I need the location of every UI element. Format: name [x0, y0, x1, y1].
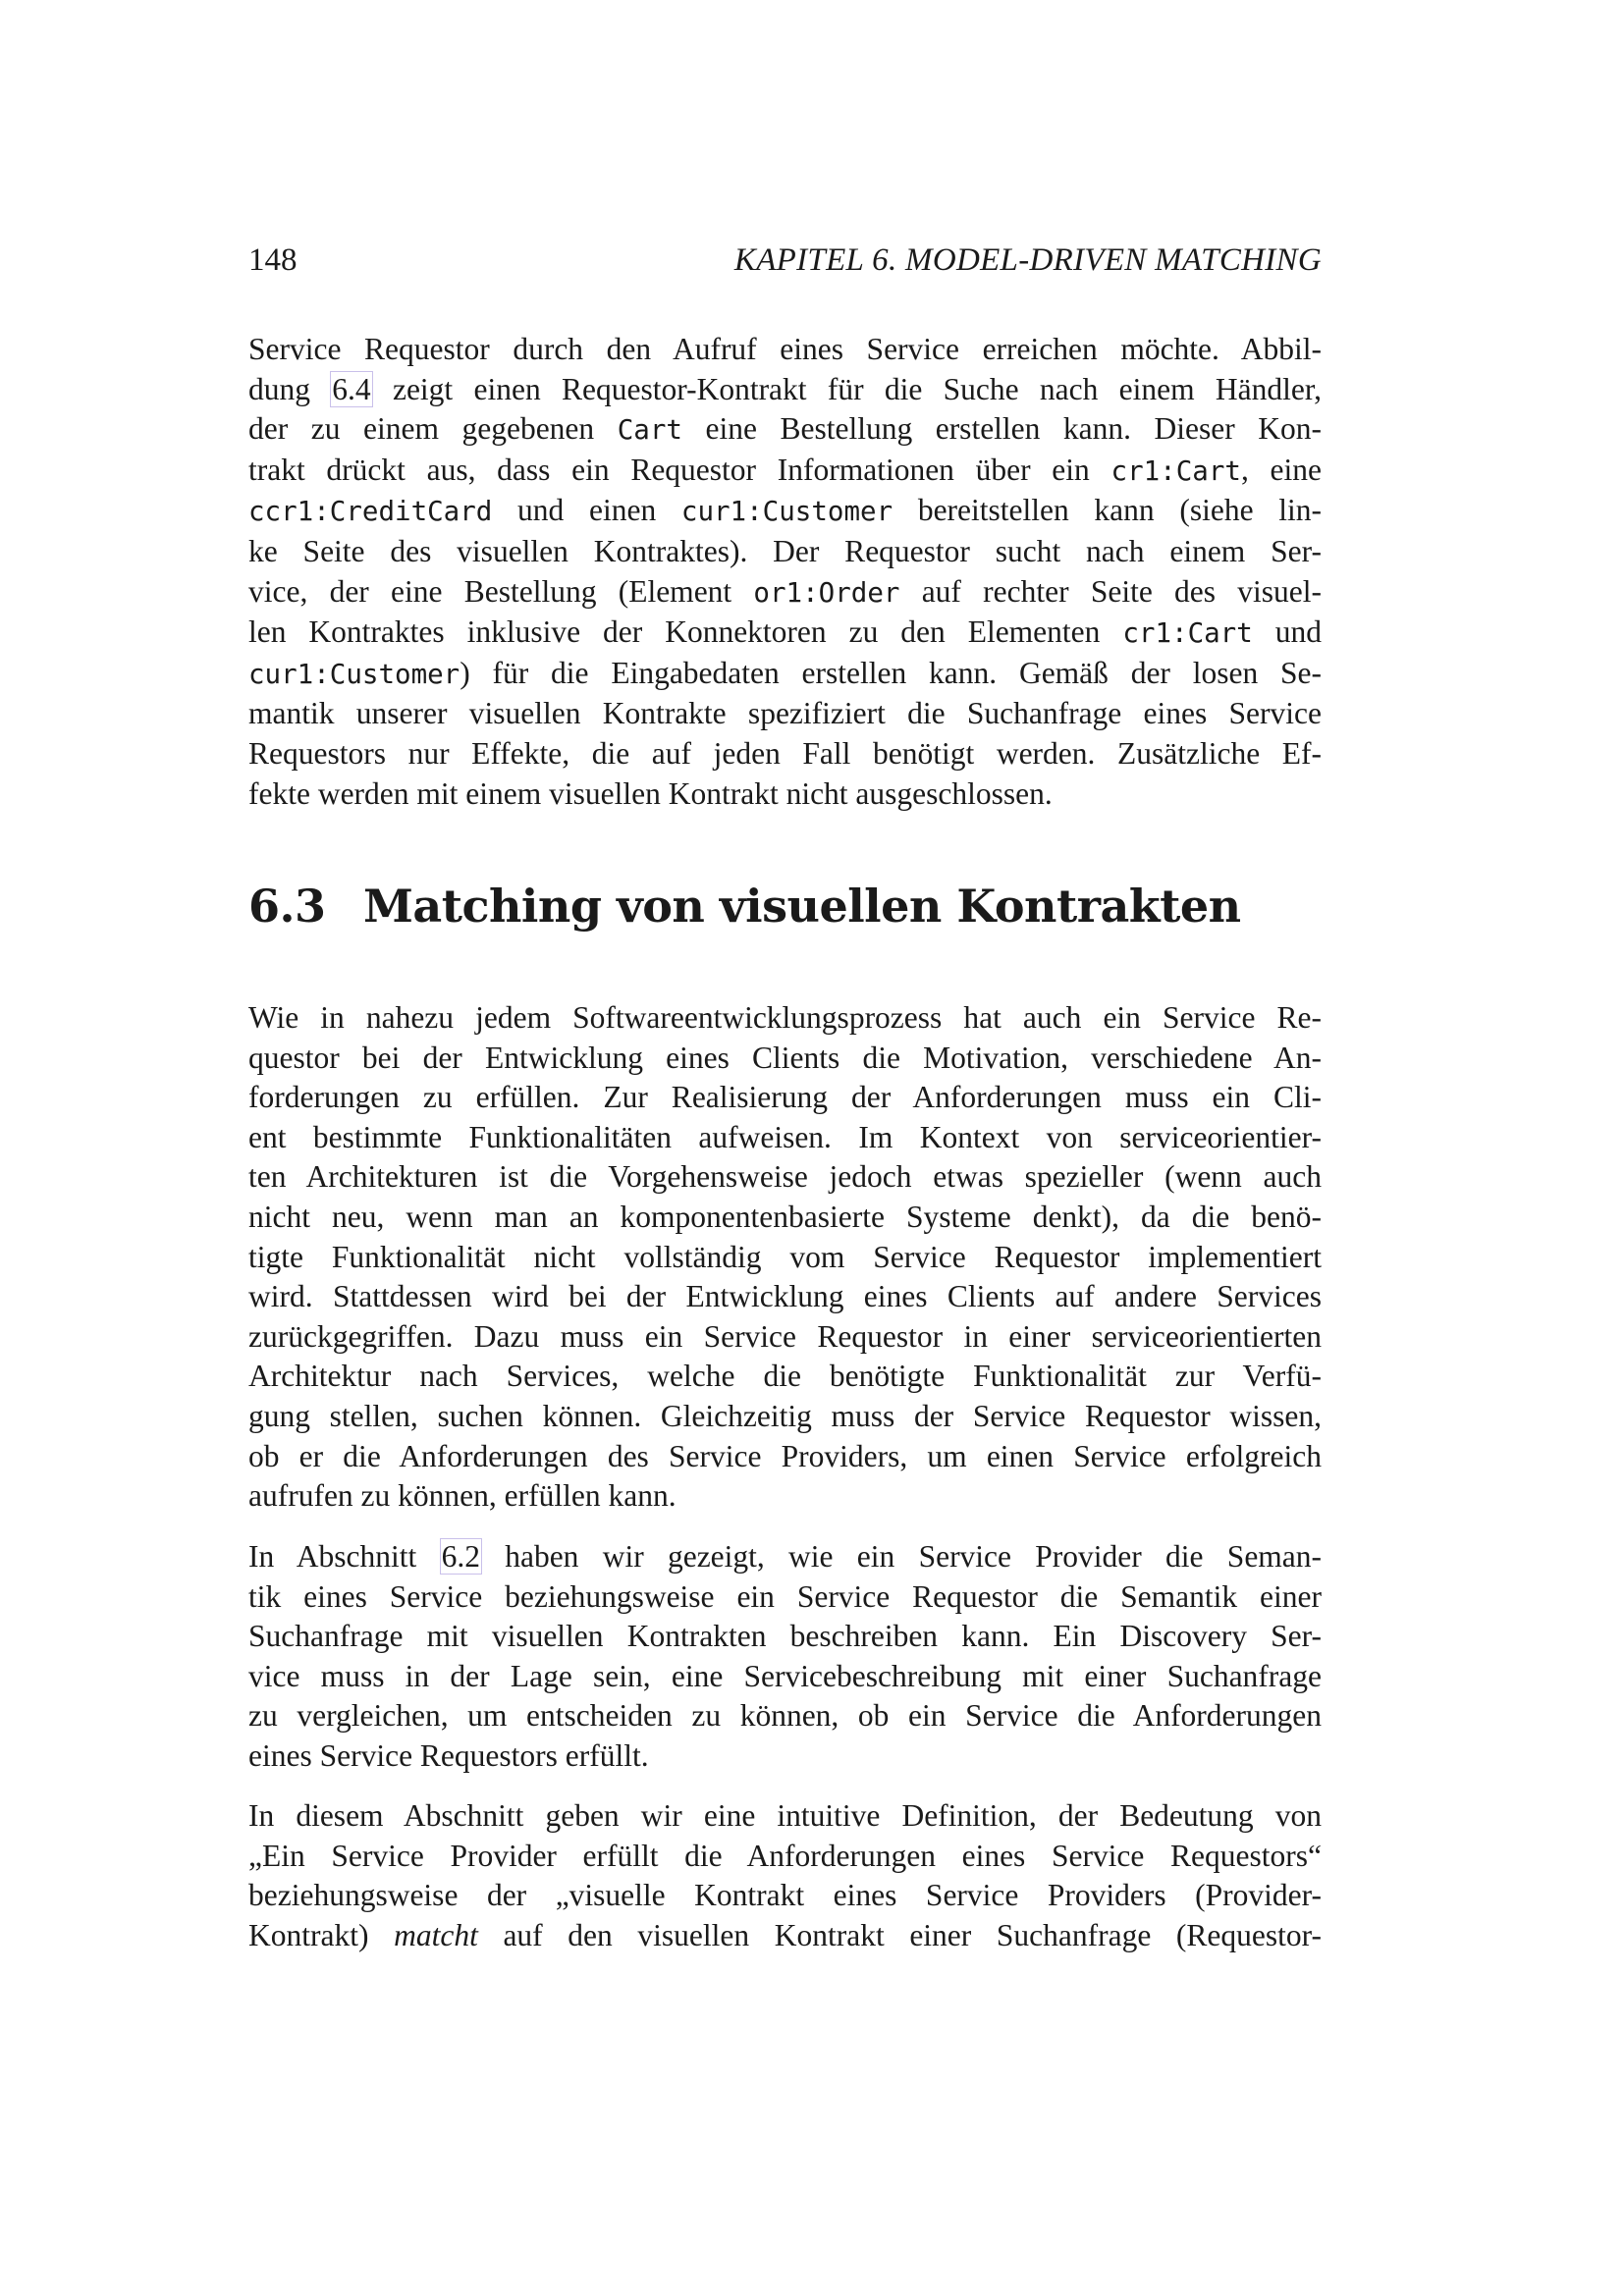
- text-line: ent bestimmte Funktionalitäten aufweisen. Im Kontext von serviceorientier-: [248, 1119, 1322, 1154]
- code-term: cr1:Cart: [1110, 454, 1241, 487]
- text-line: vice muss in der Lage sein, eine Servicebeschreibung mit einer Suchanfrage: [248, 1658, 1322, 1693]
- section-reference-link[interactable]: 6.2: [441, 1539, 480, 1574]
- text-line: Architektur nach Services, welche die benötigte Funktionalität zur Verfü-: [248, 1359, 1322, 1394]
- text-line: beziehungsweise der „visuelle Kontrakt eines Service Providers (Provider-: [248, 1878, 1322, 1913]
- text-line: zu vergleichen, um entscheiden zu können, ob ein Service die Anforderungen: [248, 1698, 1322, 1734]
- text-line: In Abschnitt 6.2 haben wir gezeigt, wie ein Service Provider die Seman-: [248, 1539, 1323, 1574]
- text-line: „Ein Service Provider erfüllt die Anforderungen eines Service Requestors“: [248, 1838, 1322, 1873]
- text-line: ccr1:CreditCard und einen cur1:Customer bereitstellen kann (siehe lin-: [248, 493, 1322, 528]
- text-line: ob er die Anforderungen des Service Providers, um einen Service erfolgreich: [248, 1438, 1322, 1473]
- paragraph-4: [248, 1796, 1322, 1955]
- text-line: mantik unserer visuellen Kontrakte spezifiziert die Suchanfrage eines Service: [248, 696, 1322, 731]
- figure-reference-link[interactable]: 6.4: [332, 371, 371, 406]
- text-line: tik eines Service beziehungsweise ein Service Requestor die Semantik einer: [248, 1578, 1322, 1614]
- paragraph-3: [248, 1537, 1322, 1777]
- text-line: cur1:Customer) für die Eingabedaten erstellen kann. Gemäß der losen Se-: [248, 655, 1322, 690]
- text-line: ke Seite des visuellen Kontraktes). Der Requestor sucht nach einem Ser-: [248, 533, 1322, 568]
- section-heading: [248, 880, 1241, 933]
- code-term: cur1:Customer: [680, 496, 893, 528]
- emphasis-term: matcht: [394, 1917, 478, 1952]
- text-line: der zu einem gegebenen Cart eine Bestellung erstellen kann. Dieser Kon-: [248, 411, 1323, 447]
- section-number: 6.3: [248, 880, 326, 933]
- text-line: vice, der eine Bestellung (Element or1:Order auf rechter Seite des visuel-: [248, 573, 1323, 609]
- text-line: ten Architekturen ist die Vorgehensweise jedoch etwas spezieller (wenn auch: [248, 1159, 1322, 1195]
- text-line: tigte Funktionalität nicht vollständig vom Service Requestor implementiert: [248, 1239, 1322, 1274]
- code-term: ccr1:CreditCard: [248, 496, 493, 528]
- text-line: gung stellen, suchen können. Gleichzeitig muss der Service Requestor wissen,: [248, 1398, 1322, 1433]
- text-line: fekte werden mit einem visuellen Kontrakt nicht ausgeschlossen.: [248, 775, 1053, 811]
- code-term: cur1:Customer: [248, 658, 460, 690]
- code-term: or1:Order: [753, 576, 900, 609]
- text-line: forderungen zu erfüllen. Zur Realisierung der Anforderungen muss ein Cli-: [248, 1080, 1322, 1115]
- text-line: len Kontraktes inklusive der Konnektoren zu den Elementen cr1:Cart und: [248, 614, 1322, 650]
- text-line: Suchanfrage mit visuellen Kontrakten beschreiben kann. Ein Discovery Ser-: [248, 1619, 1322, 1654]
- text-line: zurückgegriffen. Dazu muss ein Service Requestor in einer serviceorientierten: [248, 1318, 1322, 1354]
- page-number: 148: [248, 242, 298, 278]
- running-head: [248, 242, 1322, 282]
- text-line: Requestors nur Effekte, die auf jeden Fall benötigt werden. Zusätzliche Ef-: [248, 735, 1322, 771]
- chapter-title: KAPITEL 6. MODEL-DRIVEN MATCHING: [733, 242, 1322, 278]
- text-line: eines Service Requestors erfüllt.: [248, 1737, 649, 1773]
- paragraph-2: [248, 998, 1322, 1517]
- text-line: wird. Stattdessen wird bei der Entwicklung eines Clients auf andere Services: [248, 1279, 1322, 1314]
- text-line: Service Requestor durch den Aufruf eines Service erreichen möchte. Abbil-: [248, 332, 1322, 366]
- text-line: Wie in nahezu jedem Softwareentwicklungsprozess hat auch ein Service Re-: [248, 1000, 1322, 1035]
- section-title: Matching von visuellen Kontrakten: [363, 880, 1241, 933]
- text-line: nicht neu, wenn man an komponentenbasierte Systeme denkt), da die benö-: [248, 1199, 1322, 1234]
- text-line: questor bei der Entwicklung eines Clients die Motivation, verschiedene An-: [248, 1040, 1322, 1075]
- text-line: dung 6.4 zeigt einen Requestor-Kontrakt für die Suche nach einem Händler,: [248, 371, 1322, 406]
- text-line: trakt drückt aus, dass ein Requestor Informationen über ein cr1:Cart, eine: [248, 452, 1323, 487]
- text-line: In diesem Abschnitt geben wir eine intuitive Definition, der Bedeutung von: [248, 1798, 1322, 1833]
- text-line: Kontrakt) matcht auf den visuellen Kontrakt einer Suchanfrage (Requestor-: [248, 1917, 1323, 1952]
- text-line: aufrufen zu können, erfüllen kann.: [248, 1478, 677, 1514]
- code-term: cr1:Cart: [1122, 617, 1253, 650]
- code-term: Cart: [617, 414, 682, 447]
- paragraph-1: [248, 330, 1322, 814]
